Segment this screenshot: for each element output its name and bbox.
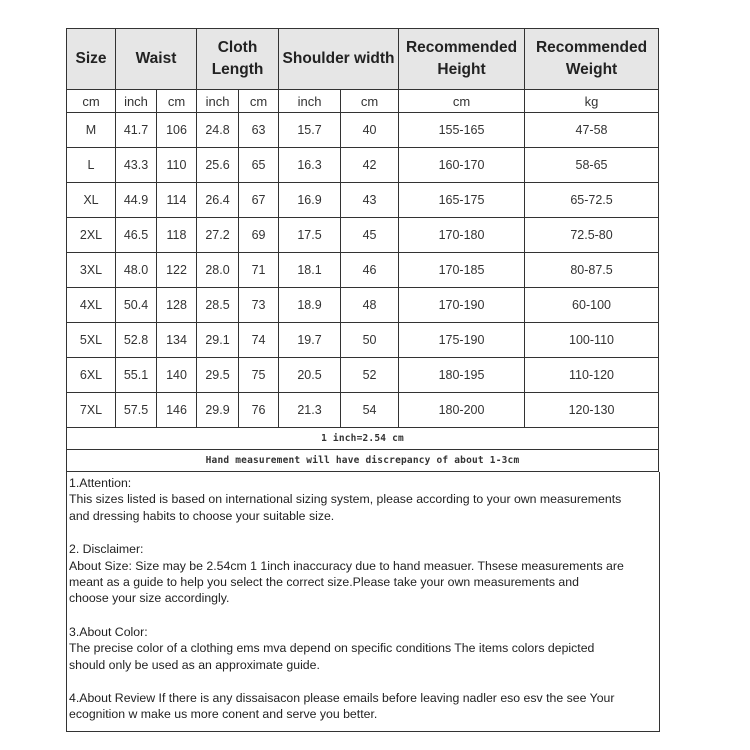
size-label-cell: 7XL [67, 393, 116, 428]
table-row [67, 148, 659, 183]
size-label-cell: 4XL [67, 288, 116, 323]
table-cell: 71 [239, 253, 279, 288]
header-waist: Waist [116, 29, 197, 90]
table-cell: 65-72.5 [525, 183, 659, 218]
table-cell: 25.6 [197, 148, 239, 183]
table-cell: 63 [239, 113, 279, 148]
size-rows [67, 113, 659, 428]
notes-section [66, 472, 660, 732]
discrepancy-note: Hand measurement will have discrepancy of about 1-3cm [67, 450, 659, 472]
size-label-cell: 6XL [67, 358, 116, 393]
size-chart [66, 28, 658, 732]
table-cell: 27.2 [197, 218, 239, 253]
table-cell: 50 [341, 323, 399, 358]
size-label-cell: L [67, 148, 116, 183]
size-label-cell: M [67, 113, 116, 148]
table-row [67, 288, 659, 323]
table-cell: 67 [239, 183, 279, 218]
table-cell: 110-120 [525, 358, 659, 393]
color-paragraph [69, 624, 659, 673]
table-cell: 58-65 [525, 148, 659, 183]
header-row [67, 29, 659, 90]
size-label-cell: 3XL [67, 253, 116, 288]
table-cell: 46 [341, 253, 399, 288]
table-cell: 28.5 [197, 288, 239, 323]
unit-cell: cm [341, 90, 399, 113]
table-cell: 128 [157, 288, 197, 323]
table-cell: 16.9 [279, 183, 341, 218]
table-cell: 16.3 [279, 148, 341, 183]
table-cell: 54 [341, 393, 399, 428]
table-cell: 110 [157, 148, 197, 183]
table-cell: 160-170 [399, 148, 525, 183]
table-cell: 80-87.5 [525, 253, 659, 288]
header-recommended-weight-text: Recommended Weight [535, 39, 648, 78]
unit-cell: cm [67, 90, 116, 113]
size-table [66, 28, 659, 472]
color-text: The precise color of a clothing ems mva depend on specific conditions The items colors depicted [69, 641, 595, 656]
table-cell: 76 [239, 393, 279, 428]
discrepancy-note-row [67, 450, 659, 472]
table-cell: 43 [341, 183, 399, 218]
table-cell: 19.7 [279, 323, 341, 358]
table-row [67, 113, 659, 148]
table-row [67, 253, 659, 288]
attention-title: 1.Attention: [69, 476, 132, 490]
conversion-note-row [67, 428, 659, 450]
table-cell: 41.7 [116, 113, 157, 148]
header-recommended-weight [525, 29, 659, 90]
review-text: ecognition w make us more conent and serve you better. [69, 707, 378, 722]
color-title: 3.About Color: [69, 624, 148, 639]
unit-cell: cm [239, 90, 279, 113]
table-cell: 17.5 [279, 218, 341, 253]
table-cell: 48 [341, 288, 399, 323]
header-size: Size [67, 29, 116, 90]
table-cell: 146 [157, 393, 197, 428]
table-cell: 165-175 [399, 183, 525, 218]
table-cell: 43.3 [116, 148, 157, 183]
table-cell: 100-110 [525, 323, 659, 358]
table-cell: 155-165 [399, 113, 525, 148]
table-cell: 45 [341, 218, 399, 253]
table-cell: 24.8 [197, 113, 239, 148]
unit-cell: kg [525, 90, 659, 113]
table-cell: 15.7 [279, 113, 341, 148]
table-cell: 106 [157, 113, 197, 148]
table-row [67, 358, 659, 393]
size-label-cell: 2XL [67, 218, 116, 253]
size-label-cell: XL [67, 183, 116, 218]
table-cell: 29.5 [197, 358, 239, 393]
header-cloth-length [197, 29, 279, 90]
table-cell: 55.1 [116, 358, 157, 393]
table-cell: 180-195 [399, 358, 525, 393]
table-cell: 120-130 [525, 393, 659, 428]
table-cell: 28.0 [197, 253, 239, 288]
table-cell: 75 [239, 358, 279, 393]
table-row [67, 218, 659, 253]
disclaimer-title: 2. Disclaimer: [69, 542, 144, 557]
table-cell: 69 [239, 218, 279, 253]
attention-paragraph [69, 475, 659, 524]
table-cell: 18.1 [279, 253, 341, 288]
table-cell: 29.1 [197, 323, 239, 358]
table-cell: 52.8 [116, 323, 157, 358]
table-cell: 29.9 [197, 393, 239, 428]
table-cell: 21.3 [279, 393, 341, 428]
unit-cell: inch [116, 90, 157, 113]
table-cell: 170-180 [399, 218, 525, 253]
disclaimer-text: About Size: Size may be 2.54cm 1 1inch inaccuracy due to hand measuer. Thsese measurements are [69, 558, 624, 573]
table-cell: 74 [239, 323, 279, 358]
table-cell: 170-190 [399, 288, 525, 323]
table-cell: 140 [157, 358, 197, 393]
unit-cell: cm [399, 90, 525, 113]
table-cell: 44.9 [116, 183, 157, 218]
header-cloth-length-text: Cloth Length [211, 39, 264, 78]
table-cell: 26.4 [197, 183, 239, 218]
table-cell: 18.9 [279, 288, 341, 323]
table-cell: 65 [239, 148, 279, 183]
review-text: 4.About Review If there is any dissaisacon please emails before leaving nadler eso esv the see Your [69, 691, 615, 706]
table-cell: 180-200 [399, 393, 525, 428]
color-text: should only be used as an approximate guide. [69, 657, 320, 672]
table-cell: 72.5-80 [525, 218, 659, 253]
disclaimer-text: meant as a guide to help you select the correct size.Please take your own measurements and [69, 575, 579, 590]
table-cell: 118 [157, 218, 197, 253]
table-cell: 57.5 [116, 393, 157, 428]
units-row [67, 90, 659, 113]
table-row [67, 323, 659, 358]
conversion-note: 1 inch=2.54 cm [67, 428, 659, 450]
disclaimer-text: choose your size accordingly. [69, 591, 230, 606]
table-cell: 52 [341, 358, 399, 393]
table-cell: 114 [157, 183, 197, 218]
disclaimer-paragraph [69, 541, 659, 607]
unit-cell: inch [279, 90, 341, 113]
table-cell: 170-185 [399, 253, 525, 288]
table-cell: 42 [341, 148, 399, 183]
header-recommended-height-text: Recommended Height [405, 39, 518, 78]
table-cell: 60-100 [525, 288, 659, 323]
table-cell: 50.4 [116, 288, 157, 323]
table-cell: 134 [157, 323, 197, 358]
review-paragraph [69, 690, 659, 723]
table-row [67, 393, 659, 428]
table-cell: 20.5 [279, 358, 341, 393]
header-recommended-height [399, 29, 525, 90]
table-cell: 73 [239, 288, 279, 323]
table-row [67, 183, 659, 218]
table-cell: 46.5 [116, 218, 157, 253]
table-cell: 40 [341, 113, 399, 148]
table-cell: 122 [157, 253, 197, 288]
table-cell: 48.0 [116, 253, 157, 288]
table-cell: 47-58 [525, 113, 659, 148]
size-label-cell: 5XL [67, 323, 116, 358]
attention-text: and dressing habits to choose your suitable size. [69, 508, 335, 523]
unit-cell: inch [197, 90, 239, 113]
table-cell: 175-190 [399, 323, 525, 358]
attention-text: This sizes listed is based on international sizing system, please according to your own measurements [69, 492, 622, 507]
header-shoulder-width: Shoulder width [279, 29, 399, 90]
unit-cell: cm [157, 90, 197, 113]
